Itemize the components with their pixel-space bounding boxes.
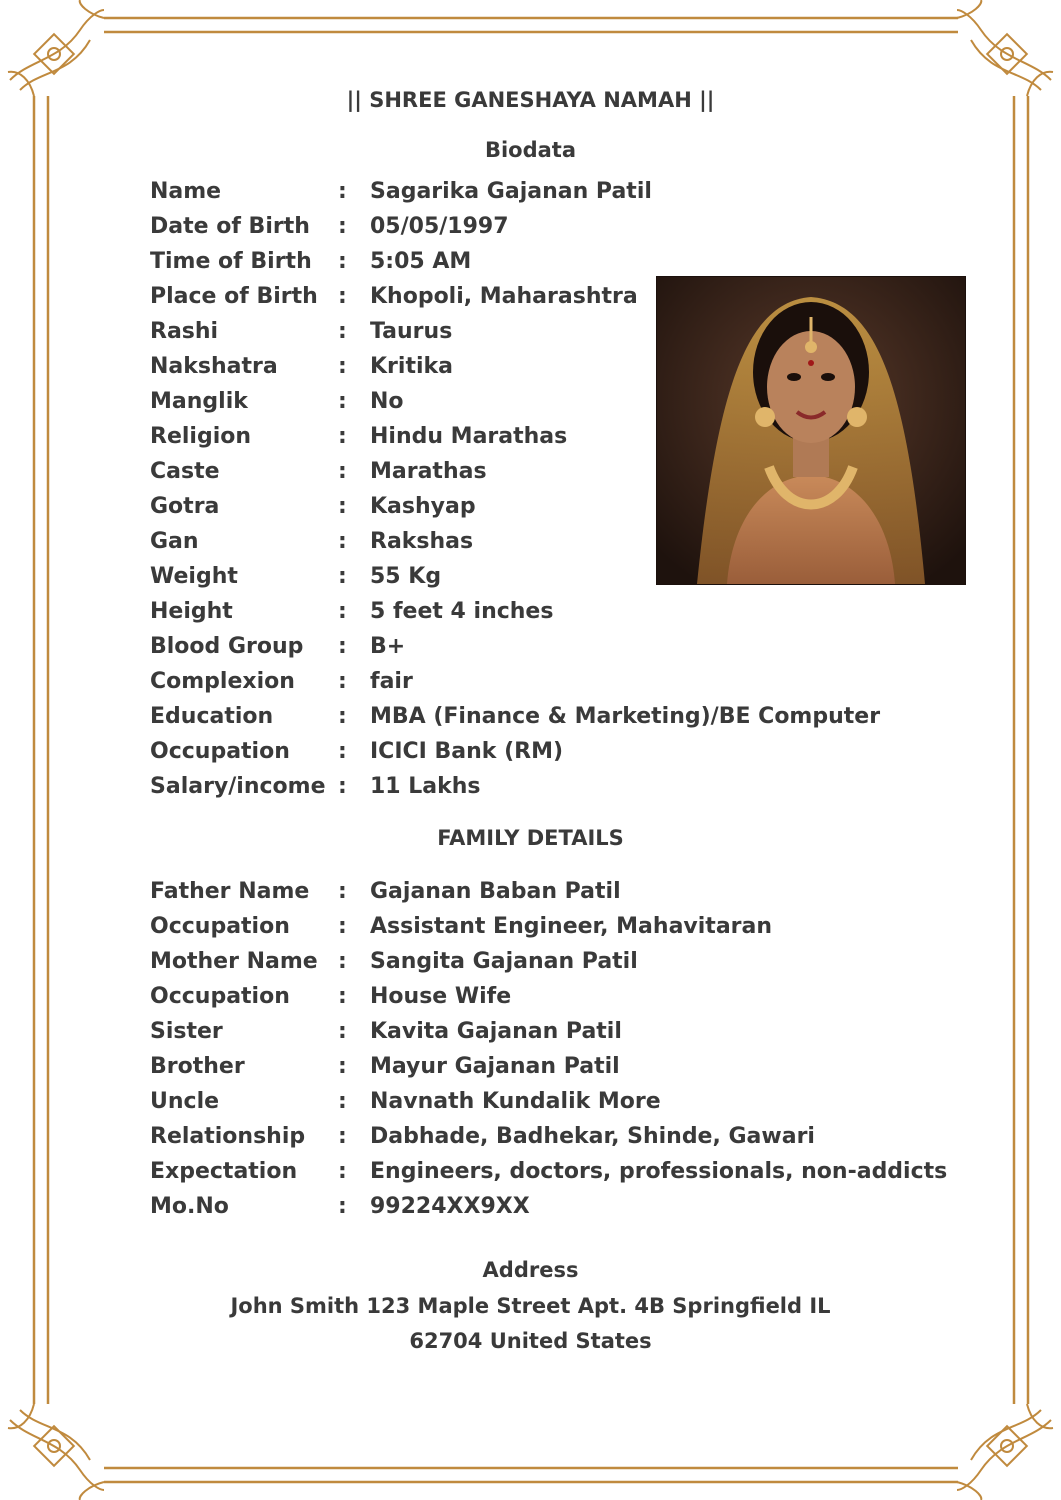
corner-ornament-bottom-right: [957, 1404, 1053, 1500]
personal-detail-value: Marathas: [370, 459, 487, 484]
address-line-1: John Smith 123 Maple Street Apt. 4B Springfield IL: [230, 1294, 831, 1318]
family-detail-separator: :: [338, 1054, 347, 1079]
family-detail-separator: :: [338, 984, 347, 1009]
personal-detail-value: 11 Lakhs: [370, 774, 481, 799]
personal-detail-value: Rakshas: [370, 529, 474, 554]
family-detail-label: Relationship: [150, 1124, 306, 1149]
personal-detail-label: Date of Birth: [150, 214, 310, 239]
family-detail-value: Navnath Kundalik More: [370, 1089, 661, 1114]
personal-detail-separator: :: [338, 634, 347, 659]
personal-detail-separator: :: [338, 529, 347, 554]
family-detail-value: Sangita Gajanan Patil: [370, 949, 638, 974]
family-detail-label: Mo.No: [150, 1194, 229, 1219]
invocation-heading: || SHREE GANESHAYA NAMAH ||: [346, 88, 715, 112]
personal-detail-separator: :: [338, 319, 347, 344]
personal-detail-value: Taurus: [370, 319, 453, 344]
family-detail-separator: :: [338, 1159, 347, 1184]
family-detail-separator: :: [338, 879, 347, 904]
personal-detail-label: Caste: [150, 459, 220, 484]
personal-detail-value: No: [370, 389, 404, 414]
personal-detail-separator: :: [338, 564, 347, 589]
personal-detail-label: Complexion: [150, 669, 295, 694]
personal-detail-value: Hindu Marathas: [370, 424, 568, 449]
personal-detail-label: Gotra: [150, 494, 220, 519]
personal-detail-separator: :: [338, 599, 347, 624]
family-detail-separator: :: [338, 1194, 347, 1219]
personal-detail-value: Khopoli, Maharashtra: [370, 284, 638, 309]
family-detail-label: Expectation: [150, 1159, 298, 1184]
personal-detail-separator: :: [338, 669, 347, 694]
family-detail-label: Father Name: [150, 879, 310, 904]
personal-detail-value: B+: [370, 634, 406, 659]
family-detail-separator: :: [338, 1124, 347, 1149]
personal-detail-separator: :: [338, 494, 347, 519]
family-detail-label: Occupation: [150, 984, 290, 1009]
personal-detail-label: Nakshatra: [150, 354, 278, 379]
personal-detail-value: fair: [370, 669, 413, 694]
family-detail-label: Mother Name: [150, 949, 318, 974]
family-detail-separator: :: [338, 949, 347, 974]
family-detail-value: Dabhade, Badhekar, Shinde, Gawari: [370, 1124, 815, 1149]
personal-detail-separator: :: [338, 284, 347, 309]
family-detail-value: Assistant Engineer, Mahavitaran: [370, 914, 773, 939]
personal-detail-value: Kritika: [370, 354, 453, 379]
family-detail-label: Brother: [150, 1054, 245, 1079]
family-detail-separator: :: [338, 1089, 347, 1114]
personal-detail-label: Religion: [150, 424, 252, 449]
corner-ornament-top-left: [8, 0, 104, 96]
address-heading: Address: [482, 1258, 579, 1282]
corner-ornament-top-right: [957, 0, 1053, 96]
personal-detail-separator: :: [338, 389, 347, 414]
family-detail-value: House Wife: [370, 984, 512, 1009]
family-detail-label: Sister: [150, 1019, 223, 1044]
personal-detail-value: 05/05/1997: [370, 214, 509, 239]
personal-detail-separator: :: [338, 424, 347, 449]
personal-detail-separator: :: [338, 459, 347, 484]
personal-detail-value: 5 feet 4 inches: [370, 599, 554, 624]
personal-detail-separator: :: [338, 354, 347, 379]
family-detail-value: 99224XX9XX: [370, 1194, 530, 1219]
personal-detail-separator: :: [338, 704, 347, 729]
personal-detail-separator: :: [338, 739, 347, 764]
personal-detail-value: ICICI Bank (RM): [370, 739, 564, 764]
personal-detail-label: Salary/income: [150, 774, 326, 799]
personal-detail-separator: :: [338, 774, 347, 799]
personal-detail-label: Place of Birth: [150, 284, 318, 309]
family-detail-value: Engineers, doctors, professionals, non-addicts: [370, 1159, 948, 1184]
personal-detail-label: Manglik: [150, 389, 248, 414]
family-detail-label: Occupation: [150, 914, 290, 939]
personal-detail-separator: :: [338, 249, 347, 274]
personal-detail-value: MBA (Finance & Marketing)/BE Computer: [370, 704, 881, 729]
personal-detail-label: Name: [150, 179, 222, 204]
personal-detail-separator: :: [338, 214, 347, 239]
family-detail-value: Mayur Gajanan Patil: [370, 1054, 620, 1079]
family-detail-separator: :: [338, 914, 347, 939]
profile-photo: [656, 276, 966, 585]
personal-detail-value: Kashyap: [370, 494, 476, 519]
personal-detail-value: 55 Kg: [370, 564, 442, 589]
personal-detail-value: Sagarika Gajanan Patil: [370, 179, 652, 204]
family-detail-value: Gajanan Baban Patil: [370, 879, 621, 904]
personal-detail-label: Weight: [150, 564, 238, 589]
family-detail-label: Uncle: [150, 1089, 220, 1114]
corner-ornament-bottom-left: [8, 1404, 104, 1500]
personal-detail-label: Time of Birth: [150, 249, 312, 274]
personal-detail-label: Occupation: [150, 739, 290, 764]
address-line-2: 62704 United States: [409, 1329, 652, 1353]
family-detail-value: Kavita Gajanan Patil: [370, 1019, 622, 1044]
biodata-title: Biodata: [484, 138, 577, 162]
personal-detail-label: Rashi: [150, 319, 219, 344]
personal-detail-value: 5:05 AM: [370, 249, 472, 274]
personal-detail-label: Education: [150, 704, 274, 729]
personal-detail-label: Blood Group: [150, 634, 304, 659]
family-detail-separator: :: [338, 1019, 347, 1044]
personal-detail-separator: :: [338, 179, 347, 204]
personal-detail-label: Height: [150, 599, 233, 624]
family-details-heading: FAMILY DETAILS: [437, 826, 624, 850]
personal-detail-label: Gan: [150, 529, 199, 554]
